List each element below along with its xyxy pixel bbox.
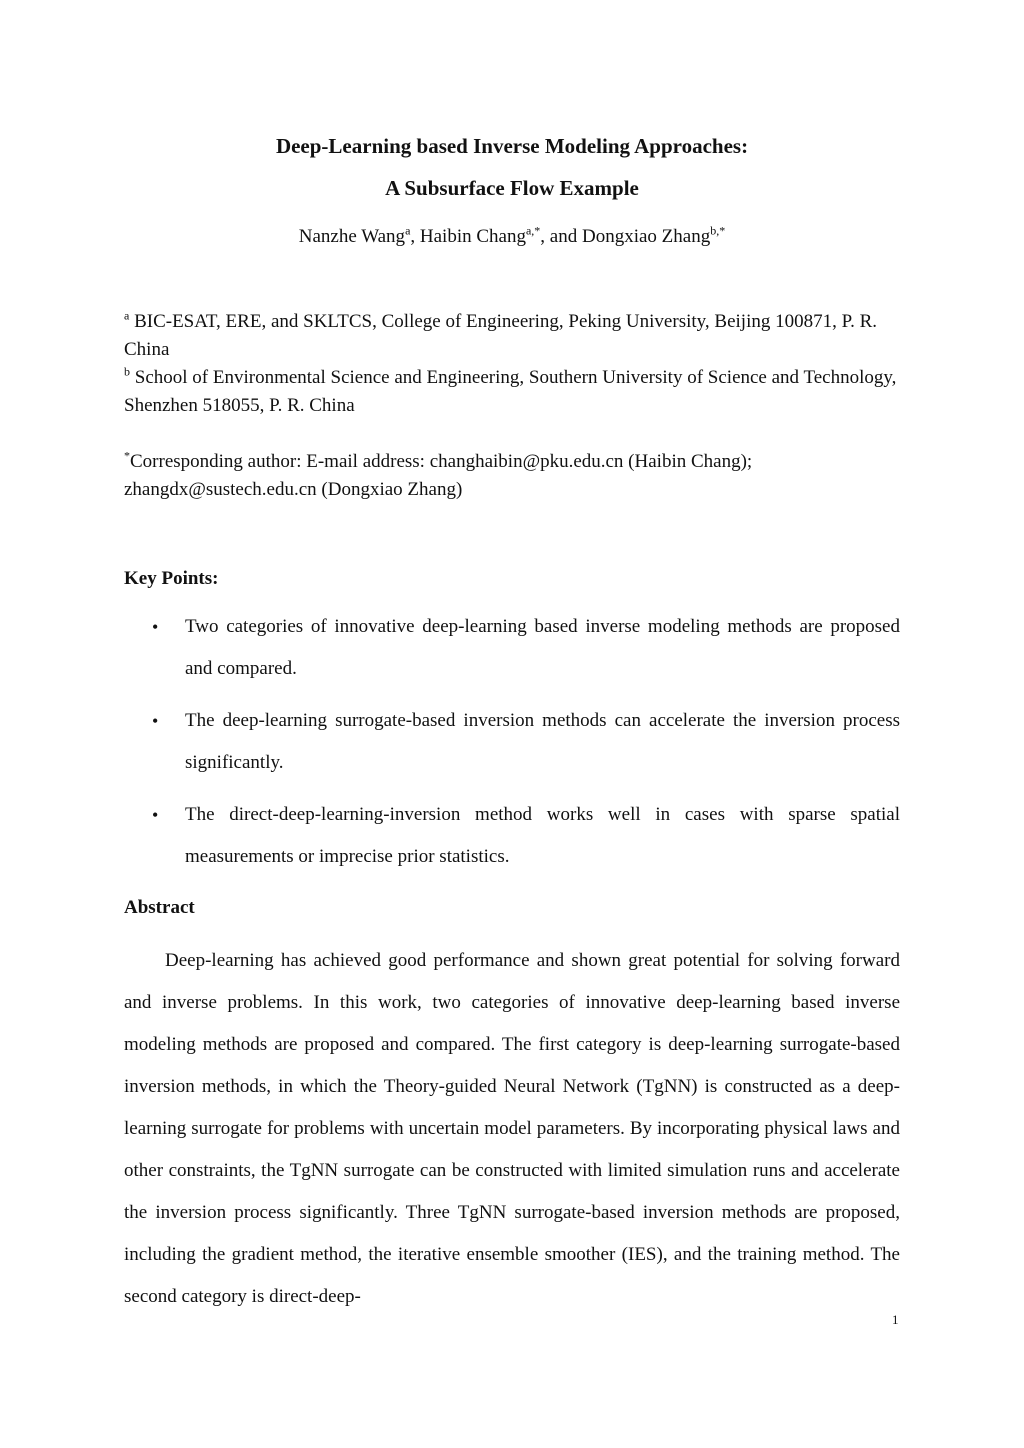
abstract-body: Deep-learning has achieved good performance and shown great potential for solving forward and inverse problems. In this work, two categories of innovative deep-learning based inverse modeling methods are proposed and compared. The first category is deep-learning surrogate-based inversion methods, in which the Theory-guided Neural Network (TgNN) is constructed as a deep-learning surrogate for problems with uncertain model parameters. By incorporating physical laws and other constraints, the TgNN surrogate can be constructed with limited simulation runs and accelerate the inversion process significantly. Three TgNN surrogate-based inversion methods are proposed, including the gradient method, the iterative ensemble smoother (IES), and the training method. The second category is direct-deep- — [124, 950, 900, 1307]
key-points-heading: Key Points: — [124, 568, 219, 589]
page-number: 1 — [892, 1312, 899, 1327]
affiliations — [124, 308, 900, 420]
paper-title-line-1: Deep-Learning based Inverse Modeling Approaches: — [275, 134, 749, 158]
abstract-heading: Abstract — [124, 897, 195, 918]
affiliation-marker: b — [124, 364, 130, 379]
author-separator: , and — [540, 226, 582, 247]
key-point-item — [124, 700, 900, 784]
key-point-item — [124, 606, 900, 690]
author-name: Haibin Chang — [419, 226, 526, 247]
author-affiliation-marker: b,* — [710, 223, 726, 238]
bullet-icon: • — [152, 711, 159, 731]
correspondence — [124, 448, 900, 504]
affiliation-marker: a — [124, 308, 130, 323]
author-affiliation-marker: a,* — [525, 223, 541, 238]
author-name: Nanzhe Wang — [298, 226, 406, 247]
key-points-list — [124, 606, 900, 888]
author-name: Dongxiao Zhang — [581, 226, 711, 247]
key-point-item — [124, 794, 900, 878]
bullet-icon: • — [152, 805, 159, 825]
bullet-icon: • — [152, 617, 159, 637]
author-separator: , — [410, 226, 420, 247]
affiliation-a — [124, 308, 900, 364]
key-point-text: The deep-learning surrogate-based inversion methods can accelerate the inversion process significantly. — [185, 710, 900, 773]
correspondence-text: Corresponding author: E-mail address: changhaibin@pku.edu.cn (Haibin Chang); zhangdx@sustech.edu.cn (Dongxiao Zhang) — [124, 451, 753, 500]
author-list — [0, 223, 1024, 248]
key-point-text: Two categories of innovative deep-learning based inverse modeling methods are proposed and compared. — [185, 616, 900, 679]
affiliation-b — [124, 364, 900, 420]
key-point-text: The direct-deep-learning-inversion method works well in cases with sparse spatial measurements or imprecise prior statistics. — [185, 804, 900, 867]
affiliation-text: School of Environmental Science and Engineering, Southern University of Science and Technology, Shenzhen 518055, P. R. China — [124, 367, 897, 416]
author-affiliation-marker: a — [405, 223, 411, 238]
affiliation-text: BIC-ESAT, ERE, and SKLTCS, College of Engineering, Peking University, Beijing 100871, P. R. China — [124, 311, 877, 360]
paper-title-line-2: A Subsurface Flow Example — [385, 176, 639, 200]
correspondence-marker: * — [124, 448, 130, 463]
